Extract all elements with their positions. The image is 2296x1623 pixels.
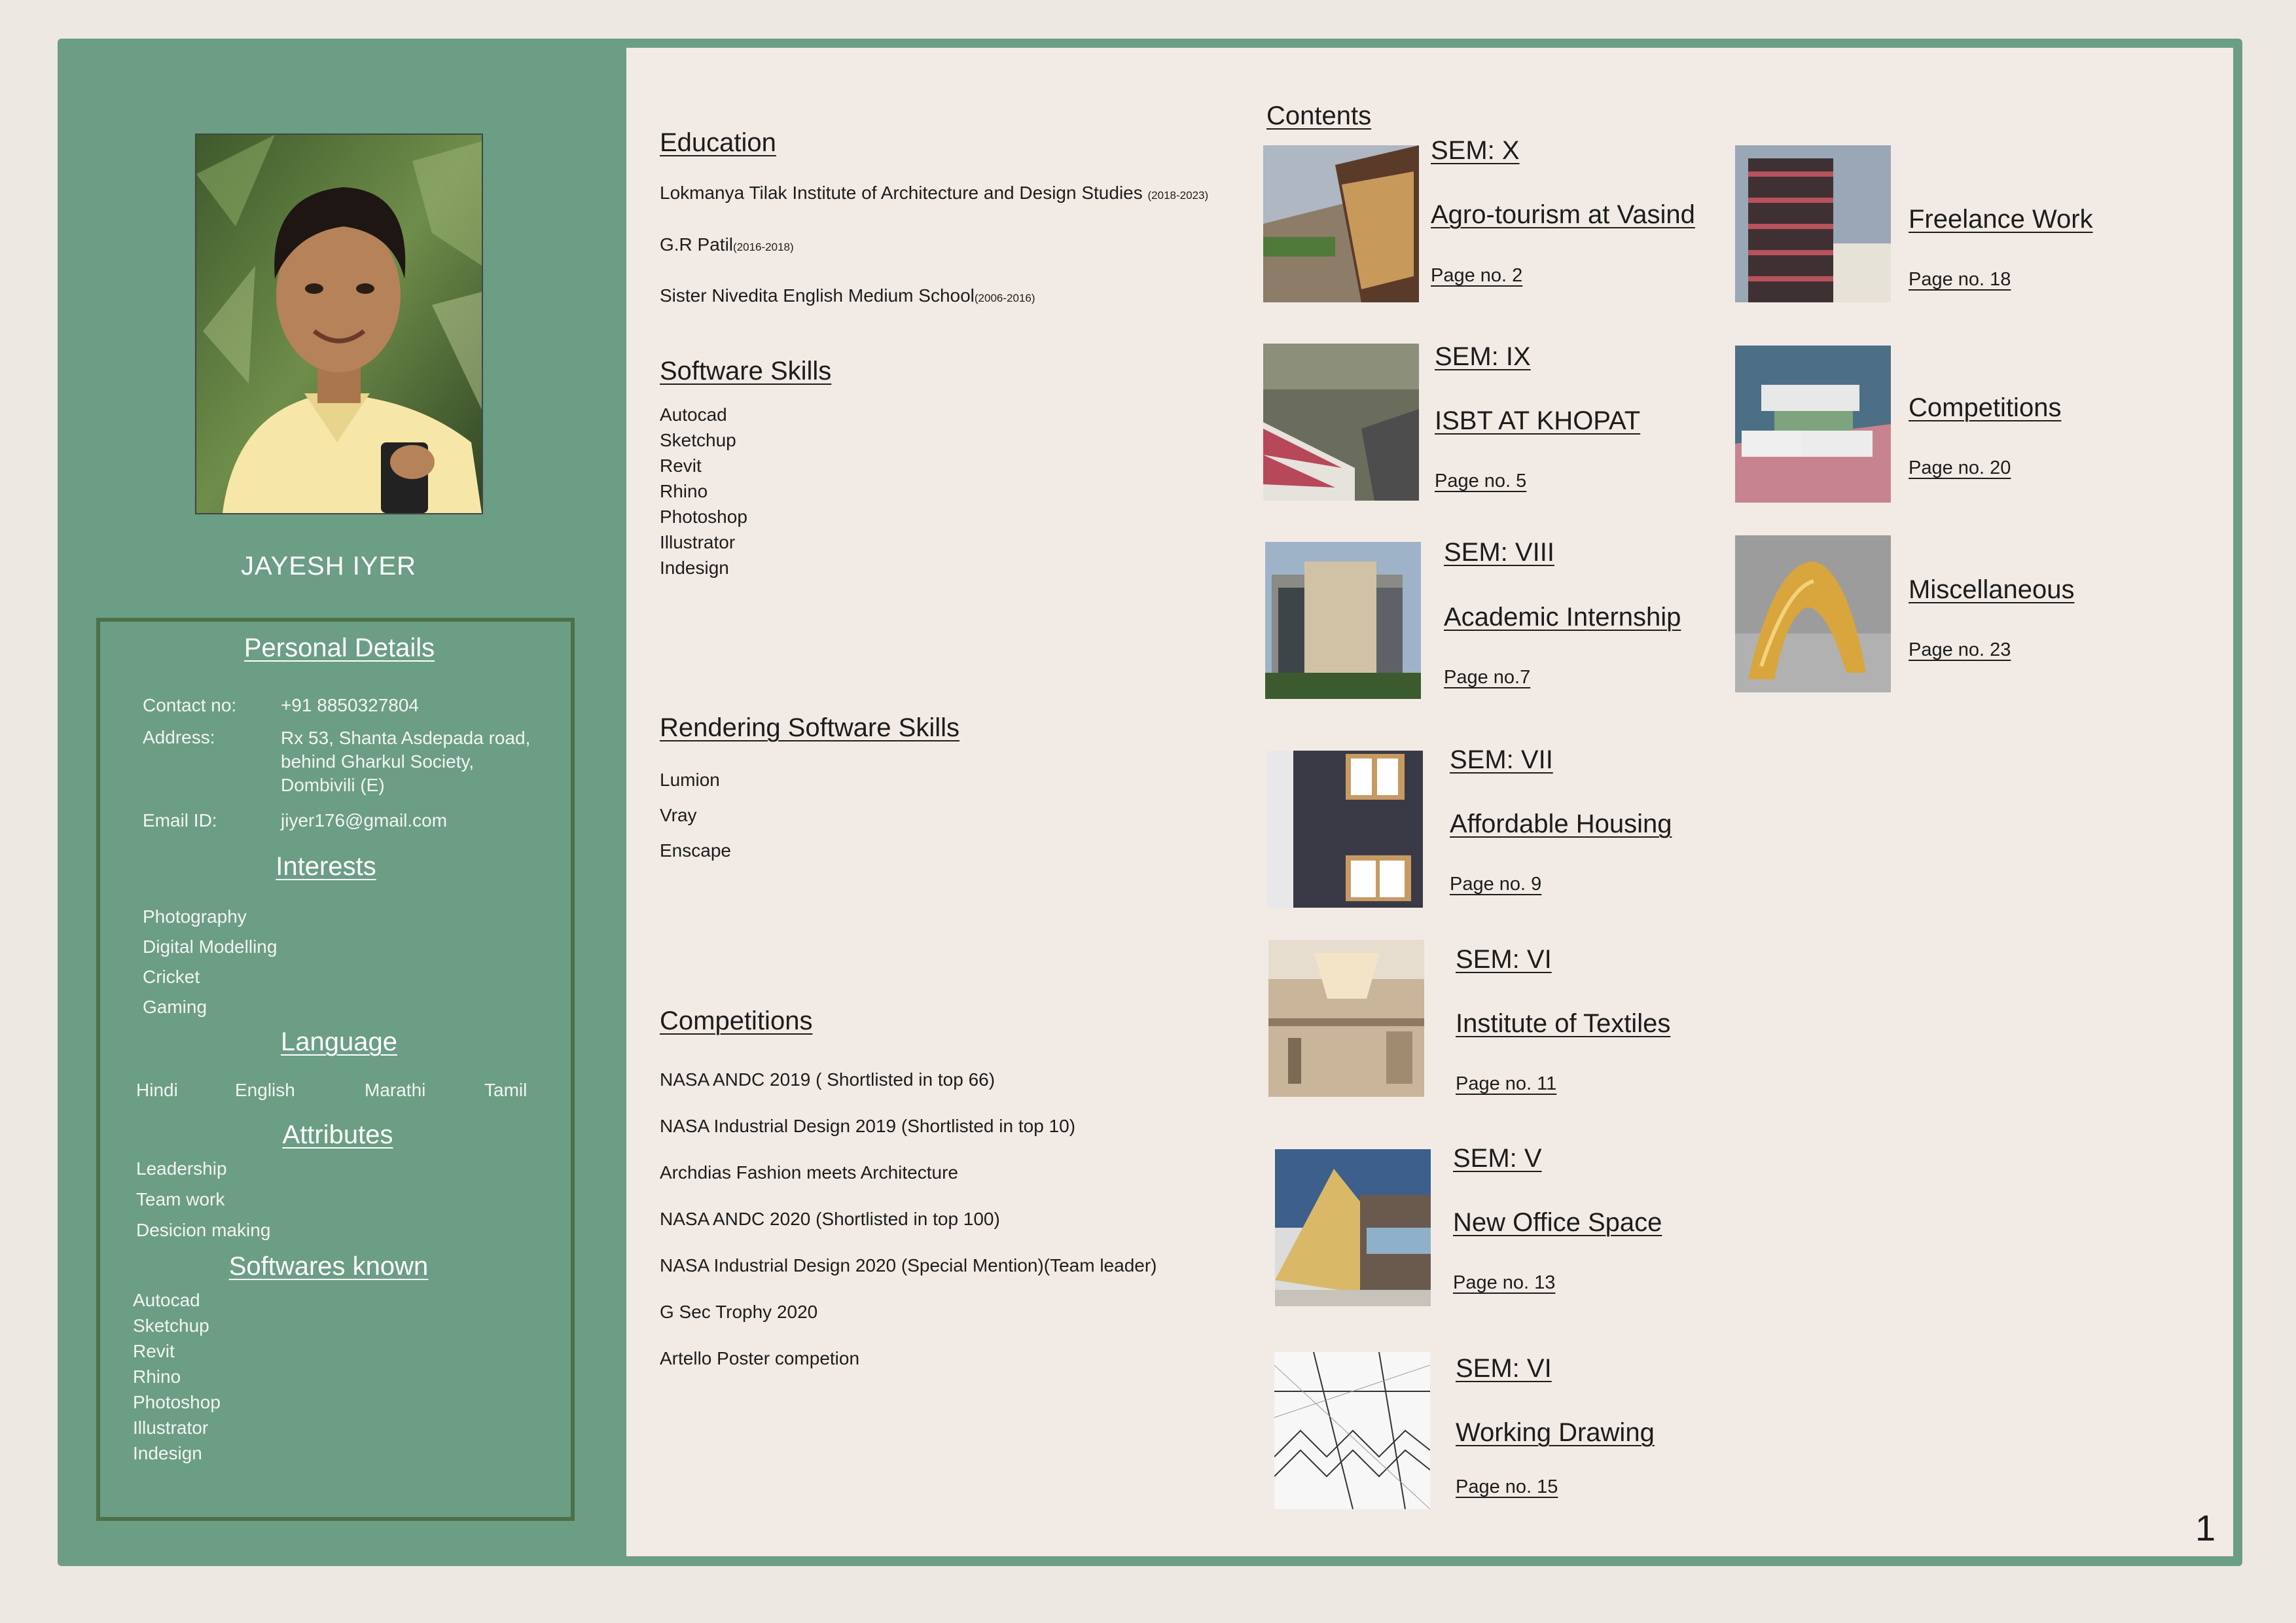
- profile-photo: [195, 134, 483, 514]
- personal-details-heading: Personal Details: [243, 633, 435, 662]
- project-title[interactable]: Freelance Work: [1909, 205, 2093, 234]
- list-item: Team work: [136, 1189, 225, 1209]
- contents-heading: Contents: [1266, 101, 1372, 130]
- project-title[interactable]: Competitions: [1909, 393, 2062, 422]
- software-skills-heading: Software Skills: [660, 357, 832, 385]
- language-item: Marathi: [365, 1080, 426, 1100]
- project-title[interactable]: Affordable Housing: [1450, 810, 1672, 838]
- list-item: Vray: [660, 805, 697, 825]
- list-item: NASA ANDC 2019 ( Shortlisted in top 66): [660, 1069, 996, 1090]
- list-item: Indesign: [660, 558, 729, 578]
- email-label: Email ID:: [143, 810, 217, 830]
- list-item: Photography: [143, 906, 247, 927]
- sem-label[interactable]: SEM: VI: [1456, 1354, 1552, 1383]
- list-item: Illustrator: [133, 1418, 209, 1438]
- sem-label[interactable]: SEM: VIII: [1444, 538, 1554, 567]
- competitions-heading: Competitions: [660, 1007, 813, 1035]
- sem-label[interactable]: SEM: X: [1431, 136, 1520, 165]
- thumbnail-academic-internship[interactable]: [1265, 542, 1421, 699]
- list-item: Archdias Fashion meets Architecture: [660, 1162, 958, 1183]
- softwares-known-heading: Softwares known: [228, 1252, 429, 1281]
- project-title[interactable]: Academic Internship: [1444, 603, 1681, 632]
- rendering-skills-heading: Rendering Software Skills: [660, 713, 960, 742]
- thumbnail-institute-textiles[interactable]: [1268, 940, 1424, 1097]
- education-item: Sister Nivedita English Medium School(2006-2016): [660, 285, 1035, 306]
- list-item: Photoshop: [660, 507, 747, 527]
- thumbnail-affordable-housing[interactable]: [1267, 751, 1423, 908]
- list-item: Cricket: [143, 967, 200, 987]
- interests-list: [143, 902, 277, 1022]
- education-item: G.R Patil(2016-2018): [660, 234, 794, 255]
- list-item: Sketchup: [660, 430, 736, 450]
- list-item: Gaming: [143, 997, 207, 1017]
- page-link[interactable]: Page no. 23: [1909, 639, 2011, 660]
- software-skills-list: [660, 402, 747, 580]
- list-item: Indesign: [133, 1443, 202, 1463]
- list-item: Autocad: [133, 1290, 200, 1310]
- sem-label[interactable]: SEM: IX: [1435, 342, 1531, 371]
- rendering-skills-list: [660, 762, 731, 868]
- thumbnail-working-drawing[interactable]: [1274, 1352, 1430, 1509]
- list-item: Digital Modelling: [143, 936, 278, 957]
- language-item: Tamil: [484, 1080, 528, 1100]
- page-link[interactable]: Page no. 5: [1435, 471, 1527, 491]
- sem-label[interactable]: SEM: VI: [1456, 945, 1552, 974]
- page-link[interactable]: Page no. 20: [1909, 457, 2011, 478]
- page-link[interactable]: Page no.7: [1444, 667, 1531, 688]
- list-item: Enscape: [660, 840, 731, 861]
- list-item: Rhino: [133, 1366, 181, 1387]
- project-title[interactable]: Miscellaneous: [1909, 575, 2075, 604]
- address-label: Address:: [143, 727, 215, 747]
- list-item: Autocad: [660, 404, 727, 425]
- list-item: G Sec Trophy 2020: [660, 1302, 818, 1322]
- attributes-heading: Attributes: [282, 1120, 393, 1149]
- project-title[interactable]: Institute of Textiles: [1456, 1009, 1671, 1038]
- list-item: Lumion: [660, 770, 720, 790]
- thumbnail-isbt[interactable]: [1263, 344, 1419, 501]
- personal-details-box: [96, 618, 575, 1521]
- project-title[interactable]: ISBT AT KHOPAT: [1435, 406, 1641, 435]
- thumbnail-competitions[interactable]: [1735, 346, 1891, 503]
- list-item: NASA Industrial Design 2020 (Special Mention)(Team leader): [660, 1255, 1157, 1275]
- candidate-name: JAYESH IYER: [240, 552, 417, 580]
- contact-label: Contact no:: [143, 695, 237, 715]
- list-item: Sketchup: [133, 1315, 209, 1336]
- thumbnail-freelance[interactable]: [1735, 145, 1891, 302]
- thumbnail-office-space[interactable]: [1275, 1149, 1431, 1306]
- sem-label[interactable]: SEM: V: [1453, 1144, 1542, 1173]
- list-item: Rhino: [660, 481, 708, 501]
- project-title[interactable]: New Office Space: [1453, 1208, 1662, 1237]
- project-title[interactable]: Working Drawing: [1456, 1418, 1655, 1447]
- contact-value: +91 8850327804: [281, 695, 419, 715]
- page-link[interactable]: Page no. 13: [1453, 1272, 1556, 1293]
- attributes-list: [136, 1153, 270, 1245]
- page-link[interactable]: Page no. 15: [1456, 1476, 1558, 1497]
- thumbnail-agro-tourism[interactable]: [1263, 145, 1419, 302]
- list-item: Artello Poster competion: [660, 1348, 860, 1368]
- thumbnail-miscellaneous[interactable]: [1735, 535, 1891, 692]
- language-item: Hindi: [136, 1080, 178, 1100]
- competitions-list: [660, 1056, 1157, 1382]
- sem-label[interactable]: SEM: VII: [1450, 745, 1553, 774]
- list-item: Desicion making: [136, 1220, 271, 1240]
- language-heading: Language: [281, 1027, 397, 1056]
- project-title[interactable]: Agro-tourism at Vasind: [1431, 200, 1695, 229]
- page-link[interactable]: Page no. 11: [1456, 1073, 1557, 1094]
- list-item: Photoshop: [133, 1392, 221, 1412]
- page-link[interactable]: Page no. 9: [1450, 874, 1542, 895]
- list-item: NASA Industrial Design 2019 (Shortlisted in top 10): [660, 1116, 1076, 1136]
- language-item: English: [235, 1080, 295, 1100]
- education-heading: Education: [660, 128, 776, 157]
- page-link[interactable]: Page no. 2: [1431, 265, 1523, 286]
- email-value[interactable]: jiyer176@gmail.com: [281, 810, 448, 830]
- list-item: Illustrator: [660, 532, 736, 552]
- list-item: Revit: [133, 1341, 175, 1361]
- list-item: Revit: [660, 455, 702, 476]
- list-item: Leadership: [136, 1158, 227, 1179]
- page-number: 1: [2195, 1507, 2216, 1548]
- education-item: Lokmanya Tilak Institute of Architecture and Design Studies (2018-2023): [660, 183, 1209, 203]
- page-link[interactable]: Page no. 18: [1909, 269, 2011, 290]
- address-value: Rx 53, Shanta Asdepada road, behind Gharkul Society, Dombivili (E): [281, 728, 531, 795]
- list-item: NASA ANDC 2020 (Shortlisted in top 100): [660, 1209, 1000, 1229]
- softwares-known-list: [133, 1287, 221, 1466]
- interests-heading: Interests: [276, 852, 376, 881]
